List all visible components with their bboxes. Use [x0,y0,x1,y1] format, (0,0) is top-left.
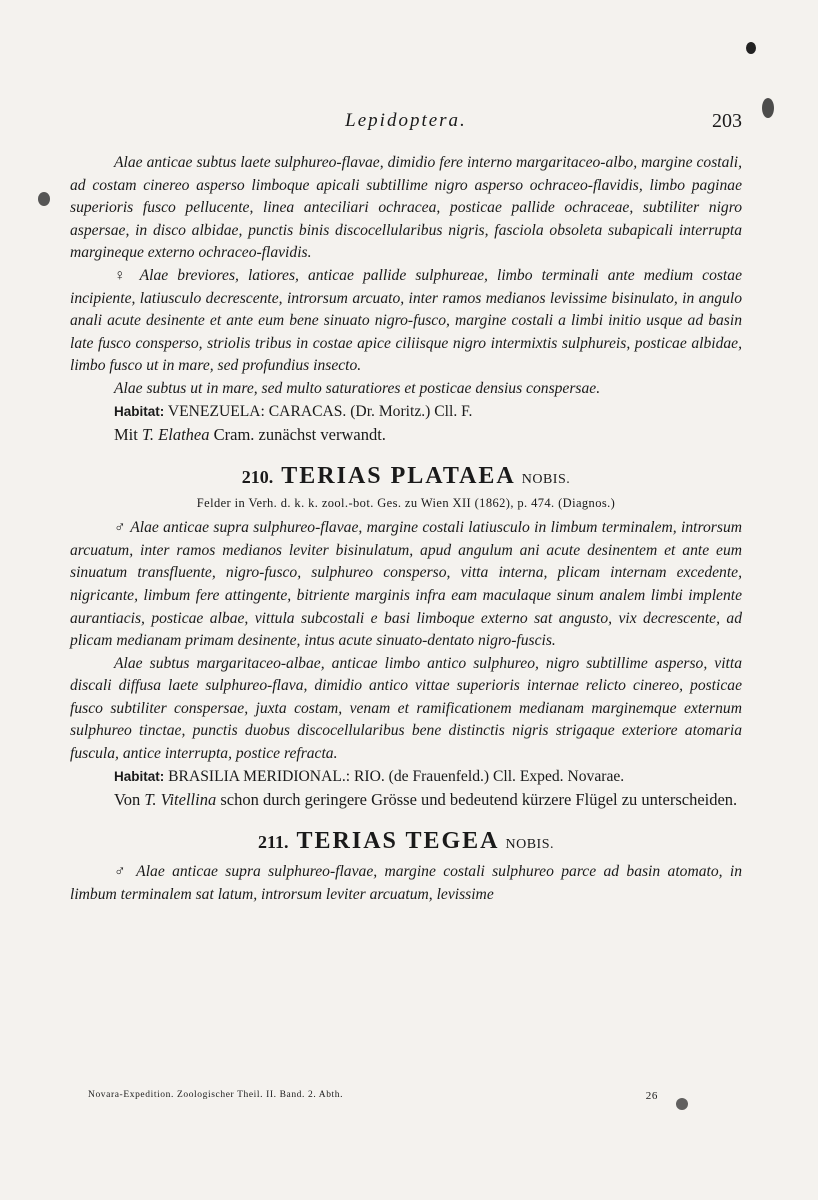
body-text [70,152,742,906]
species-name: TERIAS TEGEA [296,828,500,855]
note-prefix: Von [114,790,145,810]
species-number: 211. [258,832,289,853]
running-title: Lepidoptera. [345,110,467,131]
publication-line: Novara-Expedition. Zoologischer Theil. II. Band. 2. Abth. [88,1090,344,1100]
signature-mark: 26 [645,1090,658,1102]
species-author: NOBIS. [505,837,554,853]
species-reference: Felder in Verh. d. k. k. zool.-bot. Ges. zu Wien XII (1862), p. 474. (Diagnos.) [196,496,616,511]
underside-paragraph: Alae subtus ut in mare, sed multo saturatiores et posticae densius conspersae. [114,379,601,397]
species-heading-210 [70,463,742,490]
male-description-paragraph: ♂ Alae anticae supra sulphureo-flavae, margine costali latiusculo in limbum terminalem, introrsum arcuatum, inter ramos medianos leviter bisinulatum, apud angulum ani acute desinentem et ante eum sinuatum transfluente, nigro-fusco, sulphureo consperso, vitta interna, plicam internam excedente, nigricante, limbum fere attingente, bitriente marginis infra eam maculaque sinum analem limbi implente aurantiacis, posticae albae, vittula subcostali e basi limboque externo sat angusto, vix decrescente, ad plicam medianam primam desinente, intus acute sinuato-dentato nigro-fuscis. [70,519,742,650]
running-head [70,108,742,138]
habitat-line [70,766,742,789]
ink-speck [38,192,50,206]
affinity-note [70,423,742,447]
note-prefix: Mit [114,425,142,445]
habitat-label: Habitat: [114,403,165,419]
note-suffix: Cram. zunächst verwandt. [209,425,386,445]
ink-speck [746,42,756,54]
species-number: 210. [241,467,274,488]
note-suffix: schon durch geringere Grösse und bedeutend kürzere Flügel zu unterscheiden. [216,790,738,810]
habitat-text: BRASILIA MERIDIONAL.: RIO. (de Frauenfeld.) Cll. Exped. Novarae. [168,767,625,785]
species-heading-211 [70,828,742,855]
page-number: 203 [712,110,742,132]
note-species: T. Vitellina [144,790,217,810]
habitat-label: Habitat: [114,768,165,784]
male-description-paragraph: ♂ Alae anticae supra sulphureo-flavae, margine costali sulphureo parce ad basin atomato, in limbum terminalem sat latum, introrsum leviter arcuatum, levissime [70,863,742,903]
underside-paragraph: Alae subtus margaritaceo-albae, anticae limbo antico sulphureo, nigro subtillime asperso, vitta discali diffusa laete sulphureo-flava, dimidio antico vittae superioris internae relicto cinereo, posticae fusco subtiliter conspersae, juxta costam, venam et ramificationem medianam marginemque externum sulphureo tinctae, punctis duobus discocellularibus bene distinctis nigris strigaque exteriore atomaria fuscula, antice interrupta, postice refracta. [70,654,742,763]
description-paragraph: Alae anticae subtus laete sulphureo-flavae, dimidio fere interno margaritaceo-albo, margine costali, ad costam cinereo asperso limboque apicali subtillime nigro asperso ochraceo-flavidis, limbo paginae superioris fusco pellucente, linea anteciliari ochracea, posticae pallide ochraceae, subtiliter nigro aspersae, in disco albidae, punctis binis discocellularibus nigris, fasciola obsoleta subapicali interrupta margineque externo ochraceo-flavidis. [70,154,742,262]
female-description-paragraph: ♀ Alae breviores, latiores, anticae pallide sulphureae, limbo terminali ante medium costae incipiente, latiusculo decrescente, introrsum arcuato, inter ramos medianos levissime bisinulato, in angulo anali acute desinente et ante eum bene sinuato nigro-fusco, margine costali a limbi initio usque ad basin late fusco consperso, striolis tribus in costae apice ciliisque nigro intermixtis sulphureis, posticae albidae, limbo fusco ut in mare, sed profundius insecto. [70,266,742,375]
habitat-line [70,401,742,424]
species-name: TERIAS PLATAEA [281,463,516,490]
ink-speck [676,1098,688,1110]
ink-speck [762,98,774,118]
species-author: NOBIS. [521,472,571,488]
page-footer [88,1090,658,1106]
note-species: T. Elathea [141,425,210,445]
habitat-text: VENEZUELA: CARACAS. (Dr. Moritz.) Cll. F. [167,402,473,420]
comparison-note [70,788,742,812]
